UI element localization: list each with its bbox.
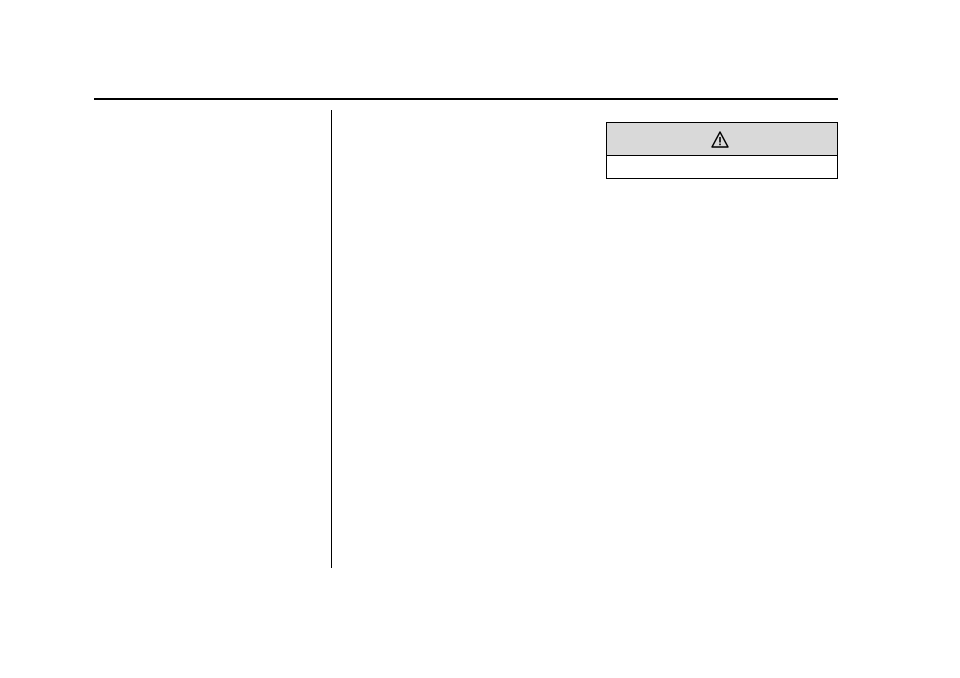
header-rule: [94, 98, 838, 100]
column-divider: [331, 110, 332, 568]
warning-box: [606, 122, 838, 179]
warning-text: [607, 156, 837, 178]
main-column: [345, 110, 580, 120]
right-column: [606, 110, 838, 179]
warning-header: [607, 123, 837, 156]
warning-icon: [711, 131, 729, 148]
page-header: [94, 72, 108, 93]
